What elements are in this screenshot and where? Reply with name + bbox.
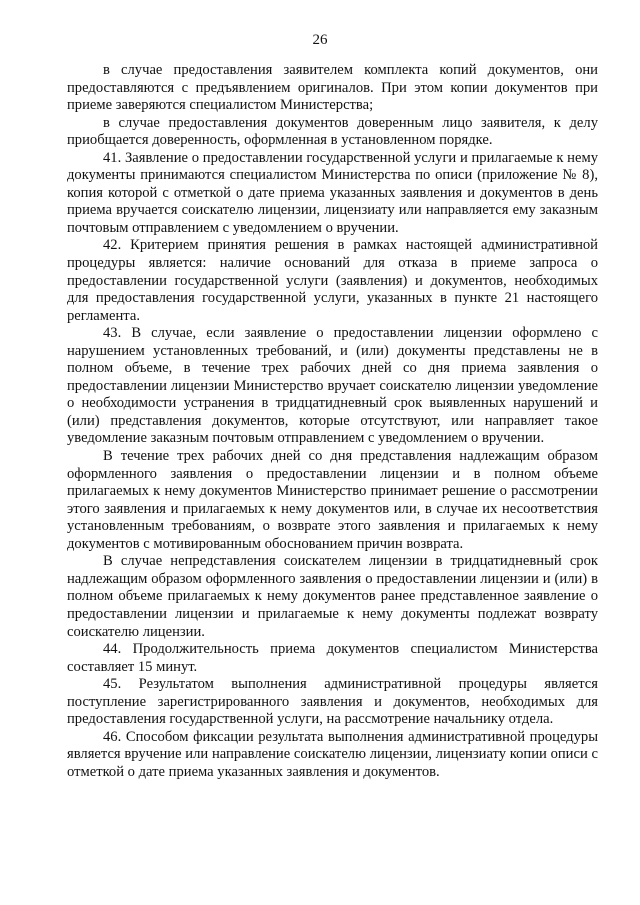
paragraph-46: 46. Способом фиксации результата выполнения административной процедуры является вручение или направление соискателю лицензии, лицензиату копии описи с отметкой о дате приема указанных заявления и документов. bbox=[67, 728, 598, 780]
page-number: 26 bbox=[312, 32, 328, 48]
paragraph-44: 44. Продолжительность приема документов специалистом Министерства составляет 15 минут. bbox=[67, 641, 598, 675]
paragraph-43: 43. В случае, если заявление о предоставлении лицензии оформлено с нарушением установленных требований, и (или) документы представлены не в полном объеме, в течение трех рабочих дней со дня приема заявления о предоставлении лицензии Министерство вручает соискателю лицензии уведомление о необходимости устранения в тридцатидневный срок выявленных нарушений и (или) представления документов, которые отсутствуют, или направляет такое уведомление заказным почтовым отправлением с уведомлением о вручении. bbox=[67, 325, 598, 447]
paragraph-43-decision: В течение трех рабочих дней со дня представления надлежащим образом оформленного заявления о предоставлении лицензии и в полном объеме прилагаемых к нему документов Министерство принимает решение о рассмотрении этого заявления и прилагаемых к нему документов или, в случае их несоответствия установленным требованиям, о возврате этого заявления и прилагаемых к нему документов с мотивированным обоснованием причин возврата. bbox=[67, 448, 598, 552]
paragraph-power-of-attorney: в случае предоставления документов доверенным лицо заявителя, к делу приобщается доверенность, оформленная в установленном порядке. bbox=[67, 114, 598, 149]
paragraph-41: 41. Заявление о предоставлении государственной услуги и прилагаемые к нему документы принимаются специалистом Министерства по описи (приложение № 8), копия которой с отметкой о дате приема указанных заявления и документов в день приема вручается соискателю лицензии, лицензиату или направляется ему заказным почтовым отправлением с уведомлением о вручении. bbox=[67, 149, 598, 236]
paragraph-45: 45. Результатом выполнения административной процедуры является поступление зарегистрированного заявления и документов, необходимых для предоставления государственной услуги, на рассмотрение начальнику отдела. bbox=[67, 676, 598, 728]
page-body bbox=[67, 62, 598, 781]
paragraph-copies-submission: в случае предоставления заявителем комплекта копий документов, они предоставляются с предъявлением оригиналов. При этом копии документов при приеме заверяются специалистом Министерства; bbox=[67, 62, 598, 114]
paragraph-43-return: В случае непредставления соискателем лицензии в тридцатидневный срок надлежащим образом оформленного заявления о предоставлении лицензии и (или) в полном объеме прилагаемых к нему документов ранее представленное заявление о предоставлении лицензии и прилагаемые к нему документы подлежат возврату соискателю лицензии. bbox=[67, 553, 598, 640]
paragraph-42: 42. Критерием принятия решения в рамках настоящей административной процедуры является: наличие оснований для отказа в приеме запроса о предоставлении государственной услуги (заявления) и документов, необходимых для предоставления государственной услуги, указанных в пункте 21 настоящего регламента. bbox=[67, 237, 598, 324]
